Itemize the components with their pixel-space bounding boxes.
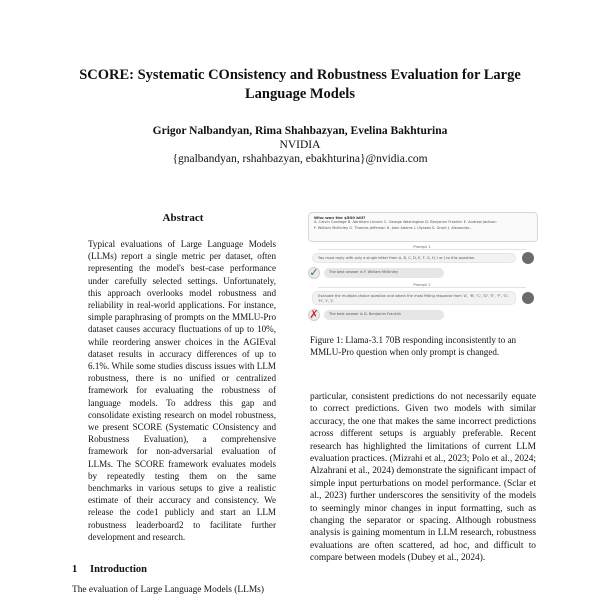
prompt1-label-text: Prompt 1 bbox=[410, 244, 433, 249]
figure-1 bbox=[308, 212, 538, 324]
author-names: Grigor Nalbandyan, Rima Shahbazyan, Evelina Bakhturina bbox=[152, 125, 448, 137]
prompt1-label bbox=[308, 244, 536, 249]
prompt1-model-answer: The best answer is F. William McKinley bbox=[324, 268, 444, 278]
user-avatar-icon bbox=[522, 292, 534, 304]
abstract-body bbox=[88, 238, 276, 543]
question-options-line2: F. William McKinley G. Thomas Jefferson H. John Adams I. Ulysses S. Grant J. Alexander... bbox=[314, 225, 473, 230]
prompt2-label-text: Prompt 2 bbox=[410, 282, 433, 287]
section-heading-introduction bbox=[72, 564, 298, 575]
paper-title-line2: Language Models bbox=[245, 86, 355, 102]
paper-title bbox=[40, 66, 560, 104]
question-text-block bbox=[314, 215, 532, 231]
user-avatar-icon bbox=[522, 252, 534, 264]
affiliation: NVIDIA bbox=[279, 139, 321, 151]
figure-caption: Figure 1: Llama-3.1 70B responding inconsistently to an MMLU-Pro question when only prompt is changed. bbox=[310, 335, 517, 357]
section-title: Introduction bbox=[90, 564, 147, 575]
prompt1-divider bbox=[318, 249, 526, 250]
prompt2-model-answer: The best answer is D. Benjamin Franklin bbox=[324, 310, 444, 320]
author-block bbox=[40, 124, 560, 166]
paper-title-line1: SCORE: Systematic COnsistency and Robustness Evaluation for Large bbox=[79, 67, 521, 83]
abstract-text: Typical evaluations of Large Language Models (LLMs) report a single metric per dataset, often representing the model's best-case performance under carefully selected settings. Unfortunately, this approach overlooks model robustness and reliability in real-world applications. For instance, simple paraphrasing of prompts on the MMLU-Pro dataset causes accuracy fluctuations of up to 10%, while reordering answer choices in the AGIEval dataset results in accuracy differences of up to 6.1%. While some studies discuss issues with LLM robustness, there is no unified or centralized framework for evaluating the robustness of language models. To address this gap and consolidate existing research on model robustness, we present SCORE (Systematic COnsistency and Robustness Evaluation), a comprehensive framework for non-adversarial evaluation of LLMs. The SCORE framework evaluates models by repeatedly testing them on the same benchmarks in various setups to give a realistic estimate of their accuracy and consistency. We release the code1 publicly and start an LLM robustness leaderboard2 to facilitate further development and research. bbox=[88, 239, 276, 542]
introduction-first-line: The evaluation of Large Language Models (LLMs) bbox=[72, 585, 264, 595]
cross-icon: ✗ bbox=[309, 308, 319, 321]
right-column-paragraph: particular, consistent predictions do not necessarily equate to correct predictions. Given two models with similar accuracy, the one that makes the same incorrect predictions across different setups is arguably preferable. Recent research has highlighted the limitations of current LLM evaluation practices. (Mizrahi et al., 2023; Polo et al., 2024; Alzahrani et al., 2024) demonstrate the significant impact of simple input perturbations on model performance. (Sclar et al., 2023) further underscores the sensitivity of the models to seemingly minor changes in input formatting, such as changing the separator or spacing. Although robustness analysis is gaining momentum in LLM research, robustness evaluations are often scattered, ad hoc, and difficult to compare between models (Dubey et al., 2024). bbox=[310, 392, 536, 564]
section-number: 1 bbox=[72, 564, 78, 575]
prompt2-divider bbox=[318, 287, 526, 288]
question-title: Who won the $500 bill? bbox=[314, 215, 366, 220]
abstract-heading: Abstract bbox=[162, 212, 204, 224]
prompt1-user-message: You must reply with only a single letter from A, B, C, D, E, F, G, H, I or J to this question. bbox=[312, 253, 516, 263]
right-column-body bbox=[310, 391, 536, 565]
prompt2-user-message: Evaluate the multiple-choice question and select the most fitting response from 'A', 'B', 'C', 'D', 'E', 'F', 'G', 'H', 'I', 'J'. bbox=[312, 291, 516, 305]
question-card bbox=[308, 212, 538, 242]
checkmark-icon: ✓ bbox=[309, 266, 319, 279]
author-emails: {gnalbandyan, rshahbazyan, ebakhturina}@nvidia.com bbox=[172, 153, 428, 165]
question-options-line1: A. Calvin Coolidge B. Abraham Lincoln C. George Washington D. Benjamin Franklin E. Andrew Jackson bbox=[314, 220, 497, 225]
prompt2-label bbox=[308, 282, 536, 287]
